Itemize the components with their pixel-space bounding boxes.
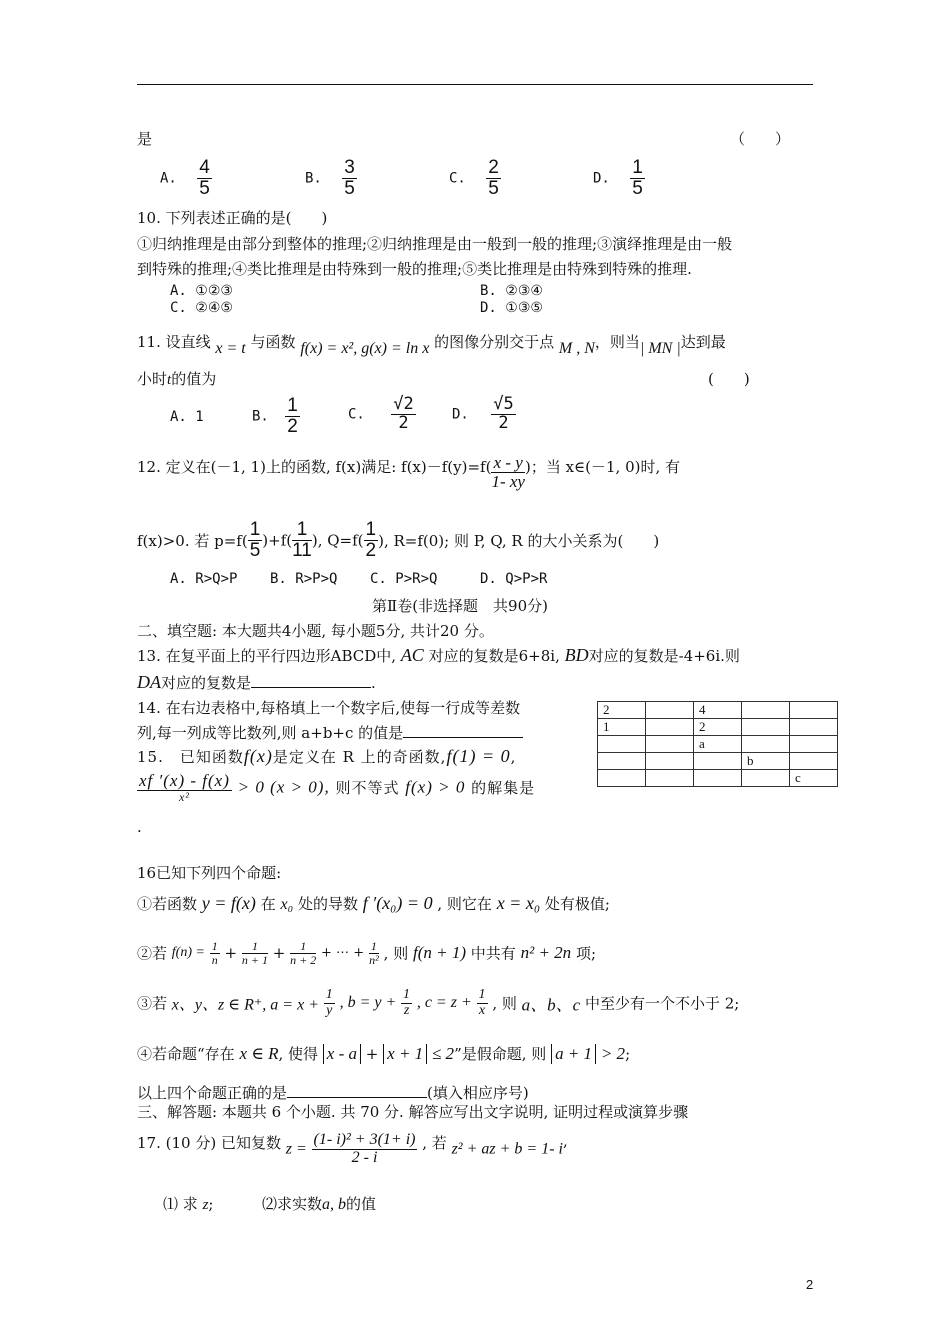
grid-cell: [694, 770, 742, 787]
grid-cell: [646, 770, 694, 787]
grid-cell: c: [790, 770, 838, 787]
grid-cell: [790, 702, 838, 719]
q14-line1: 14. 在右边表格中,每格填上一个数字后,使每一行成等差数: [137, 699, 521, 717]
q16-tail: 以上四个命题正确的是 (填入相应序号): [137, 1084, 529, 1102]
q15-line1: 15. 已知函数f(x)是定义在 R 上的奇函数,f(1) = 0,: [137, 746, 517, 766]
grid-row: [598, 753, 838, 770]
grid-cell: [790, 719, 838, 736]
q12-option-d: D. Q>P>R: [480, 571, 548, 587]
header-rule: [137, 84, 813, 85]
q14-grid: [597, 701, 838, 787]
q9-option-b: B. $\frac{3}{5}$: [305, 157, 355, 199]
q16-statement-4: ④若命题“存在 x ∈ R, 使得 x - a + x + 1 ≤ 2”是假命题, 则 a + 1 > 2;: [137, 1044, 631, 1063]
q13-line2: DA对应的复数是 .: [137, 672, 376, 692]
q11-option-d: D. $\frac{√5}{2}$: [452, 394, 514, 433]
q12-option-a: A. R>Q>P: [170, 571, 238, 587]
q17-sub-2: ⑵求实数a, b的值: [262, 1195, 377, 1213]
grid-cell: [790, 736, 838, 753]
q12-line1: 12. 定义在(－1, 1)上的函数, f(x)满足: f(x)－f(y)=f( $\frac{x - y}{1- xy}$ )；当 x∈(－1, 0)时, 有: [137, 453, 681, 491]
q9-tail: 是: [137, 130, 153, 148]
q10-option-c: C. ②④⑤: [170, 300, 233, 316]
q16-answer-blank[interactable]: [287, 1083, 427, 1098]
grid-cell: a: [694, 736, 742, 753]
q10-option-d: D. ①③⑤: [480, 300, 543, 316]
section3-heading: 三、解答题: 本题共 6 个小题. 共 70 分. 解答应写出文字说明, 证明过程或演算步骤: [137, 1103, 689, 1121]
q9-answer-paren: （ ）: [730, 130, 791, 148]
q15-end: .: [137, 818, 142, 836]
q16-statement-3: ③若 x、y、z ∈ R⁺, a = x + $\frac{1}{y}$ , b = y + $\frac{1}{z}$ , c = z + $\frac{1}{x}$ , 则 a、b、c 中至少有一个不小于 2;: [137, 987, 740, 1018]
grid-cell: [742, 719, 790, 736]
q12-line2: f(x)>0. 若 p=f( $\frac{1}{5}$ )+f( $\frac{1}{11}$ ), Q=f( $\frac{1}{2}$ ), R=f(0); 则 P, Q, R 的大小关系为( ): [137, 519, 660, 561]
grid-cell: [742, 770, 790, 787]
grid-cell: 2: [598, 702, 646, 719]
grid-cell: 4: [694, 702, 742, 719]
grid-row: [598, 719, 838, 736]
q9-option-d: D. $\frac{1}{5}$: [593, 157, 643, 199]
q12-option-c: C. P>R>Q: [370, 571, 438, 587]
grid-cell: 2: [694, 719, 742, 736]
grid-cell: [790, 753, 838, 770]
q9-option-a: A. $\frac{4}{5}$: [160, 157, 210, 199]
page-number: 2: [806, 1277, 814, 1292]
grid-cell: b: [742, 753, 790, 770]
q10-option-a: A. ①②③: [170, 283, 233, 299]
grid-cell: [646, 719, 694, 736]
q13-answer-blank[interactable]: [251, 673, 371, 688]
q16-statement-1: ①若函数 y = f(x) 在 x₀ 处的导数 f ′(x₀) = 0 , 则它在 x = x₀ 处有极值;: [137, 893, 610, 913]
q11-option-a: A. 1: [170, 409, 204, 425]
grid-row: [598, 702, 838, 719]
grid-cell: [598, 753, 646, 770]
part2-title: 第Ⅱ卷(非选择题 共90分): [372, 597, 548, 615]
q16-statement-2: ②若 f(n) = $\frac{1}{n}$ + $\frac{1}{n + 1}$ + $\frac{1}{n + 2}$ + ⋯ + $\frac{1}{\text{n²}}$ , 则 f(n + 1) 中共有 n² + 2n 项;: [137, 939, 597, 967]
q12-option-b: B. R>P>Q: [270, 571, 338, 587]
q10-option-b: B. ②③④: [480, 283, 543, 299]
q10-line2: 到特殊的推理;④类比推理是由特殊到一般的推理;⑤类比推理是由特殊到特殊的推理.: [137, 260, 692, 278]
grid-row: [598, 770, 838, 787]
grid-cell: [598, 770, 646, 787]
grid-cell: [646, 736, 694, 753]
q9-option-c: C. $\frac{2}{5}$: [449, 157, 499, 199]
q10-stem: 10. 下列表述正确的是( ): [137, 209, 328, 227]
q17-stem: 17. (10 分) 已知复数 z = $\frac{\text{(1- i)² + 3(1+ i)}}{2 - i}$ , 若 z² + az + b = 1- i,: [137, 1131, 568, 1166]
q16-stem: 16已知下列四个命题:: [137, 864, 282, 882]
q11-line1: 11. 设直线 x = t 与函数 f(x) = x², g(x) = ln x 的图像分别交于点 M , N，则当| MN |达到最: [137, 333, 726, 357]
grid-cell: [742, 702, 790, 719]
q11-line2: 小时t的值为: [137, 370, 217, 388]
q14-answer-blank[interactable]: [403, 723, 523, 738]
grid-cell: [646, 702, 694, 719]
section2-heading: 二、填空题: 本大题共4小题, 每小题5分, 共计20 分。: [137, 622, 494, 640]
grid-cell: [646, 753, 694, 770]
grid-row: [598, 736, 838, 753]
grid-cell: [742, 736, 790, 753]
grid-cell: 1: [598, 719, 646, 736]
q11-option-b: B. $\frac{1}{2}$: [252, 395, 298, 437]
grid-cell: [598, 736, 646, 753]
grid-cell: [694, 753, 742, 770]
q11-answer-paren: ( ): [708, 370, 750, 388]
q13-line1: 13. 在复平面上的平行四边形ABCD中, AC 对应的复数是6+8i, BD对应的复数是-4+6i.则: [137, 645, 740, 665]
q10-line1: ①归纳推理是由部分到整体的推理;②归纳推理是由一般到一般的推理;③演绎推理是由一般: [137, 235, 733, 253]
q17-sub-1: ⑴ 求 z;: [163, 1195, 214, 1213]
q15-line2: $\frac{xf '(x) - f(x)}{\text{x²}}$ > 0 (x > 0), 则不等式 f(x) > 0 的解集是: [139, 771, 536, 804]
q14-line2: 列,每一列成等比数列,则 a+b+c 的值是: [137, 722, 523, 743]
q11-option-c: C. $\frac{√2}{2}$: [348, 394, 414, 433]
